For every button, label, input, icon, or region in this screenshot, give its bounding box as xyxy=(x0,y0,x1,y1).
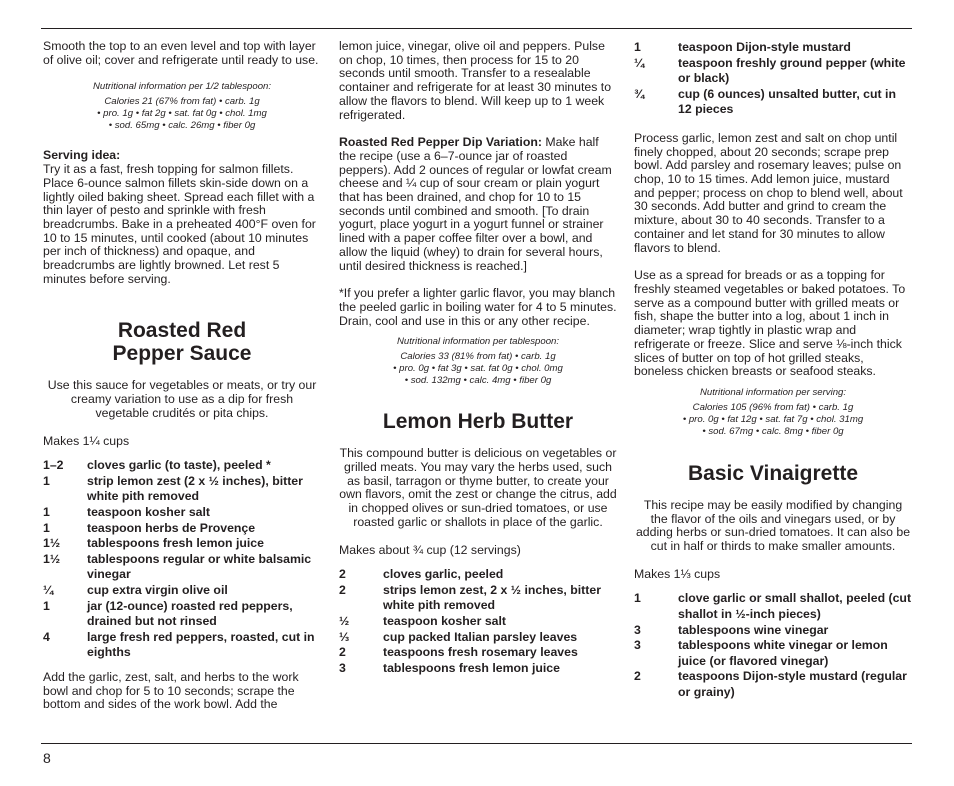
ingredient-text: teaspoon herbs de Provençe xyxy=(87,520,256,535)
variation-text: Make half the recipe (use a 6–7-ounce jar of roasted peppers). Add 2 ounces of regular or lowfat cream cheese and ¼ cup of sour cream or plain yogurt that has been drained, and chop for 10 to 15 seconds until combined and smooth. [To drain yogurt, place yogurt in a yogurt funnel or strainer lined with a paper coffee filter over a bowl, and allow the liquid (whey) to drain for several hours, until desired thickness is reached.] xyxy=(339,135,612,273)
ingredient-item xyxy=(43,474,321,505)
ingredient-list xyxy=(43,458,321,661)
recipe-title-basic-vinaigrette: Basic Vinaigrette xyxy=(687,461,859,485)
nutrition-line: • pro. 0g • fat 12g • sat. fat 7g • chol. 31mg xyxy=(682,413,864,425)
serving-paragraph: Use as a spread for breads or as a topping for freshly steamed vegetables or baked potatoes. To serve as a compound butter with grilled meats or fish, shape the butter into a log, about 1 inch in diameter; wrap tightly in plastic wrap and refrigerate or freeze. Slice and serve ⅛-inch thick slices of butter on top of hot grilled steaks, boneless chicken breasts or seafood steaks. xyxy=(634,268,906,379)
nutrition-info-pesto xyxy=(43,81,321,132)
page-number: 8 xyxy=(43,750,51,766)
column-1 xyxy=(43,40,321,712)
variation-label: Roasted Red Pepper Dip Variation: xyxy=(339,135,542,150)
nutrition-line: Calories 21 (67% from fat) • carb. 1g xyxy=(104,96,260,108)
ingredient-text: teaspoon kosher salt xyxy=(87,505,211,520)
recipe-intro: This compound butter is delicious on vegetables or grilled meats. You may vary the herbs used, such as basil, tarragon or thyme butter, to create your own flavors, omit the zest or change the citrus, add in chopped olives or sun-dried tomatoes, or use roasted garlic or shallots in place of the garlic. xyxy=(339,446,617,529)
nutrition-line: • sod. 65mg • calc. 26mg • fiber 0g xyxy=(108,120,256,132)
ingredient-text: tablespoons wine vinegar xyxy=(678,622,829,637)
method-paragraph: Add the garlic, zest, salt, and herbs to the work bowl and chop for 5 to 10 seconds; scrape the bottom and sides of the work bowl. Add the xyxy=(43,669,299,712)
ingredient-qty: 1 xyxy=(634,591,641,606)
nutrition-line: • pro. 1g • fat 2g • sat. fat 0g • chol. 1mg xyxy=(97,108,267,120)
ingredient-text: teaspoon Dijon-style mustard xyxy=(678,40,851,54)
ingredient-qty: 2 xyxy=(339,567,346,582)
ingredient-item xyxy=(43,552,321,583)
ingredient-item xyxy=(43,630,321,661)
ingredient-qty: 1 xyxy=(43,598,50,613)
nutrition-line: Calories 105 (96% from fat) • carb. 1g xyxy=(692,401,854,413)
column-3 xyxy=(634,40,912,701)
ingredient-qty: ¼ xyxy=(43,583,54,597)
recipe-yield: Makes about ¾ cup (12 servings) xyxy=(339,542,521,557)
ingredient-text: teaspoons fresh rosemary leaves xyxy=(383,645,578,660)
recipe-intro: This recipe may be easily modified by changing the flavor of the oils and vinegars used, or by adding herbs or sun-dried tomatoes. It can also be cut in half or thirds to make smaller amounts. xyxy=(635,497,911,554)
ingredient-item xyxy=(634,591,912,622)
ingredient-text: clove garlic or small shallot, peeled (cut shallot in ½-inch pieces) xyxy=(678,591,912,622)
ingredient-text: jar (12-ounce) roasted red peppers, drained but not rinsed xyxy=(87,598,293,629)
ingredient-text: tablespoons regular or white balsamic vinegar xyxy=(87,551,312,582)
top-rule xyxy=(41,28,912,29)
ingredient-text: cloves garlic, peeled xyxy=(383,567,504,582)
ingredient-item xyxy=(339,567,617,583)
ingredient-item xyxy=(339,614,617,630)
ingredient-item xyxy=(43,599,321,630)
ingredient-qty: ½ xyxy=(339,614,350,629)
ingredient-text: large fresh red peppers, roasted, cut in eighths xyxy=(87,629,315,660)
nutrition-heading: Nutritional information per tablespoon: xyxy=(396,336,560,348)
recipe-yield: Makes 1⅓ cups xyxy=(634,566,721,581)
ingredient-item xyxy=(634,638,912,669)
ingredient-qty: ¾ xyxy=(634,86,645,101)
ingredient-qty: ¼ xyxy=(634,55,645,70)
nutrition-line: • pro. 0g • fat 3g • sat. fat 0g • chol. 0mg xyxy=(393,363,563,375)
ingredient-item xyxy=(43,583,321,599)
nutrition-line: • sod. 67mg • calc. 8mg • fiber 0g xyxy=(702,425,844,437)
nutrition-heading: Nutritional information per 1/2 tablespoon: xyxy=(92,81,272,93)
ingredient-item xyxy=(634,56,912,87)
ingredient-item xyxy=(43,458,321,474)
ingredient-text: teaspoon kosher salt xyxy=(383,614,507,629)
ingredient-text: cup extra virgin olive oil xyxy=(87,583,228,597)
serving-idea-text: Try it as a fast, fresh topping for salmon fillets. Place 6-ounce salmon fillets skin-side down on a lightly oiled baking sheet. Spread each fillet with a thin layer of pesto and sprinkle with fresh breadcrumbs. Bake in a preheated 400°F oven for 10 to 15 minutes, until cooked (about 10 minutes per inch of thickness) and opaque, and breadcrumbs are lightly browned. Let rest 5 minutes before serving. xyxy=(43,162,316,286)
ingredient-text: cloves garlic (to taste), peeled * xyxy=(87,458,271,473)
nutrition-info-butter xyxy=(634,387,912,438)
pesto-finish-paragraph: Smooth the top to an even level and top with layer of olive oil; cover and refrigerate until ready to use. xyxy=(43,39,319,67)
ingredient-item xyxy=(339,661,617,677)
ingredient-text: strip lemon zest (2 x ½ inches), bitter white pith removed xyxy=(87,473,303,504)
recipe-yield: Makes 1¼ cups xyxy=(43,433,130,448)
title-line: Roasted Red xyxy=(117,319,247,343)
ingredient-qty: 2 xyxy=(634,669,641,684)
ingredient-text: cup (6 ounces) unsalted butter, cut in 12 pieces xyxy=(678,86,896,117)
ingredient-item xyxy=(634,40,912,56)
recipe-title-lemon-herb-butter: Lemon Herb Butter xyxy=(382,410,574,434)
ingredient-qty: 4 xyxy=(43,629,50,644)
garlic-note: *If you prefer a lighter garlic flavor, you may blanch the peeled garlic in boiling water for 4 to 5 minutes. Drain, cool and use in this or any other recipe. xyxy=(339,286,617,328)
ingredient-item xyxy=(634,623,912,639)
ingredient-qty: 1½ xyxy=(43,536,61,551)
ingredient-text: tablespoons white vinegar or lemon juice (or flavored vinegar) xyxy=(678,638,888,668)
method-paragraph: Process garlic, lemon zest and salt on chop until finely chopped, about 20 seconds; scrape prep bowl. Add parsley and rosemary leaves; pulse on chop, 10 to 15 times. Add lemon juice, mustard and pepper; process on chop to blend well, about 30 seconds. Add butter and grind to cream the mixture, about 30 to 40 seconds. Transfer to a container and let stand for 30 minutes to allow flavors to blend. xyxy=(634,130,903,255)
ingredient-text: strips lemon zest, 2 x ½ inches, bitter white pith removed xyxy=(383,582,601,613)
ingredient-qty: 3 xyxy=(339,660,346,675)
recipe-intro: Use this sauce for vegetables or meats, or try our creamy variation to use as a dip for fresh vegetable crudités or pita chips. xyxy=(47,378,317,420)
ingredient-qty: 1 xyxy=(43,505,50,520)
ingredient-item xyxy=(43,521,321,537)
ingredient-text: teaspoons Dijon-style mustard (regular or grainy) xyxy=(678,669,907,699)
ingredient-item xyxy=(43,505,321,521)
ingredient-list xyxy=(339,567,617,676)
ingredient-qty: 1–2 xyxy=(43,458,64,473)
ingredient-item xyxy=(634,87,912,118)
nutrition-info-sauce xyxy=(339,336,617,387)
ingredient-qty: 3 xyxy=(634,622,641,637)
ingredient-text: cup packed Italian parsley leaves xyxy=(383,629,578,644)
ingredient-qty: 1 xyxy=(634,40,641,54)
ingredient-item xyxy=(339,630,617,646)
column-2 xyxy=(339,40,617,676)
ingredient-item xyxy=(339,645,617,661)
recipe-title-roasted-red-pepper-sauce xyxy=(43,319,321,365)
title-line: Pepper Sauce xyxy=(112,342,252,366)
ingredient-text: tablespoons fresh lemon juice xyxy=(383,660,560,675)
bottom-rule xyxy=(41,743,912,744)
nutrition-heading: Nutritional information per serving: xyxy=(699,386,847,398)
ingredient-qty: 1 xyxy=(43,473,50,488)
method-continued-paragraph: lemon juice, vinegar, olive oil and peppers. Pulse on chop, 10 times, then process for 15 to 20 seconds until smooth. Transfer to a resealable container and refrigerate for at least 30 minutes to allow the flavors to blend. Will keep up to 1 week refrigerated. xyxy=(339,39,612,122)
ingredient-list xyxy=(634,40,912,118)
ingredient-text: tablespoons fresh lemon juice xyxy=(87,536,264,551)
ingredient-item xyxy=(43,536,321,552)
ingredient-qty: 3 xyxy=(634,638,641,653)
ingredient-item xyxy=(339,583,617,614)
ingredient-qty: 2 xyxy=(339,582,346,597)
ingredient-text: teaspoon freshly ground pepper (white or black) xyxy=(678,55,906,86)
ingredient-qty: ⅓ xyxy=(339,629,350,644)
ingredient-item xyxy=(634,669,912,700)
ingredient-qty: 1½ xyxy=(43,551,61,566)
serving-idea-label: Serving idea: xyxy=(43,148,121,163)
ingredient-qty: 1 xyxy=(43,520,50,535)
variation-paragraph xyxy=(339,136,617,273)
ingredient-qty: 2 xyxy=(339,645,346,660)
nutrition-line: • sod. 132mg • calc. 4mg • fiber 0g xyxy=(404,375,552,387)
ingredient-list xyxy=(634,591,912,700)
nutrition-line: Calories 33 (81% from fat) • carb. 1g xyxy=(400,351,556,363)
